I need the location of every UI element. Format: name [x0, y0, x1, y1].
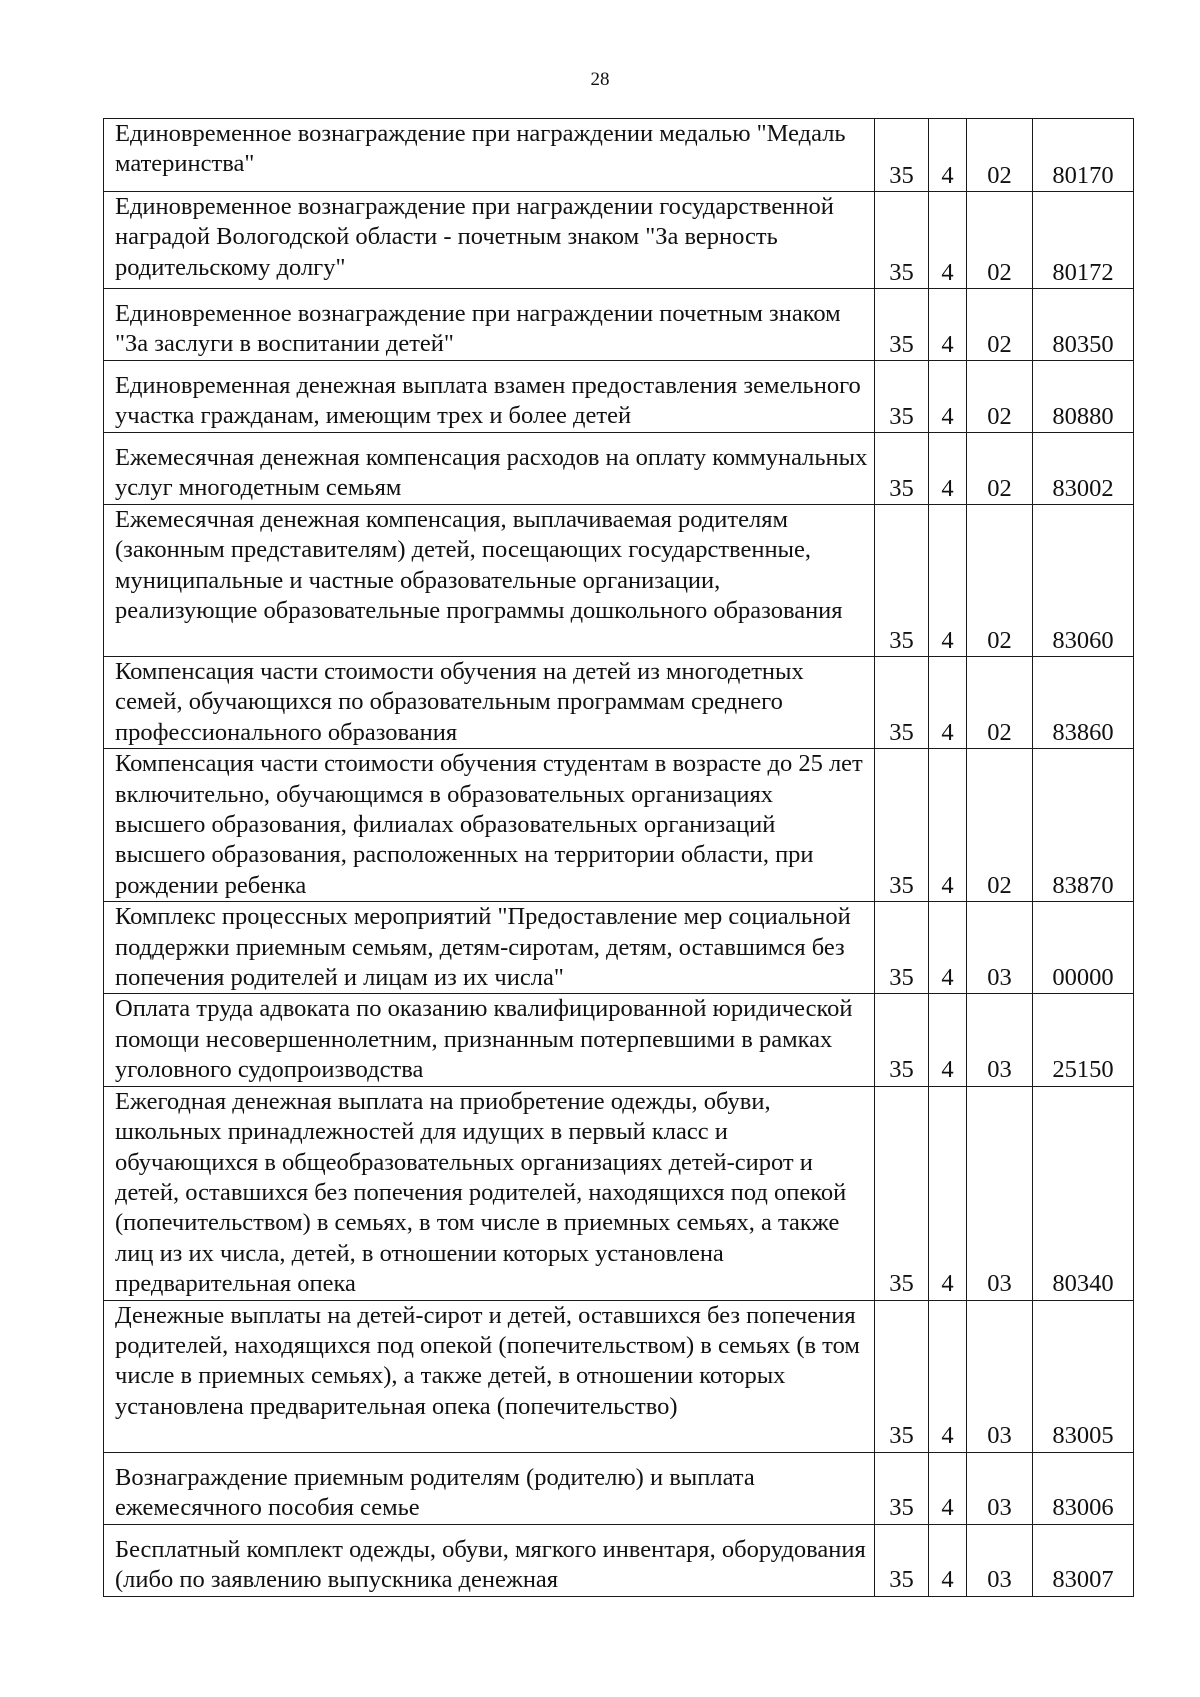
subprogram-code: 4 [929, 1452, 967, 1524]
table-row [104, 1086, 1134, 1300]
event-code: 02 [967, 192, 1033, 289]
subprogram-code: 4 [929, 1300, 967, 1452]
row-name: Ежемесячная денежная компенсация расходов на оплату коммунальных услуг многодетным семьям [104, 433, 875, 505]
budget-classification-table [103, 118, 1134, 1597]
row-name: Ежегодная денежная выплата на приобретение одежды, обуви, школьных принадлежностей для идущих в первый класс и обучающихся в общеобразовательных организациях детей-сирот и детей, оставшихся без попечения родителей, находящихся под опекой (попечительством) в семьях, в том числе в приемных семьях, а также лиц из их числа, детей, в отношении которых установлена предварительная опека [104, 1086, 875, 1300]
direction-code: 83006 [1033, 1452, 1134, 1524]
event-code: 02 [967, 119, 1033, 192]
table-row [104, 192, 1134, 289]
subprogram-code: 4 [929, 657, 967, 749]
program-code: 35 [875, 1524, 929, 1596]
direction-code: 83002 [1033, 433, 1134, 505]
row-name: Бесплатный комплект одежды, обуви, мягкого инвентаря, оборудования (либо по заявлению выпускника денежная [104, 1524, 875, 1596]
row-name: Оплата труда адвоката по оказанию квалифицированной юридической помощи несовершеннолетним, признанным потерпевшими в рамках уголовного судопроизводства [104, 994, 875, 1086]
table-row [104, 994, 1134, 1086]
direction-code: 80172 [1033, 192, 1134, 289]
direction-code: 80340 [1033, 1086, 1134, 1300]
event-code: 02 [967, 361, 1033, 433]
subprogram-code: 4 [929, 119, 967, 192]
event-code: 03 [967, 902, 1033, 994]
subprogram-code: 4 [929, 902, 967, 994]
row-name: Единовременная денежная выплата взамен предоставления земельного участка гражданам, имеющим трех и более детей [104, 361, 875, 433]
row-name: Компенсация части стоимости обучения на детей из многодетных семей, обучающихся по образовательным программам среднего профессионального образования [104, 657, 875, 749]
event-code: 02 [967, 289, 1033, 361]
row-name: Комплекс процессных мероприятий "Предоставление мер социальной поддержки приемным семьям, детям-сиротам, детям, оставшимся без попечения родителей и лицам из их числа" [104, 902, 875, 994]
table-row [104, 1524, 1134, 1596]
direction-code: 00000 [1033, 902, 1134, 994]
direction-code: 83860 [1033, 657, 1134, 749]
subprogram-code: 4 [929, 361, 967, 433]
event-code: 03 [967, 994, 1033, 1086]
subprogram-code: 4 [929, 749, 967, 902]
program-code: 35 [875, 361, 929, 433]
table-row [104, 505, 1134, 657]
program-code: 35 [875, 1086, 929, 1300]
event-code: 03 [967, 1452, 1033, 1524]
table-body [104, 119, 1134, 1597]
event-code: 02 [967, 657, 1033, 749]
table-row [104, 289, 1134, 361]
program-code: 35 [875, 289, 929, 361]
row-name: Единовременное вознаграждение при награждении медалью "Медаль материнства" [104, 119, 875, 192]
row-name: Единовременное вознаграждение при награждении почетным знаком "За заслуги в воспитании детей" [104, 289, 875, 361]
event-code: 03 [967, 1524, 1033, 1596]
row-name: Единовременное вознаграждение при награждении государственной наградой Вологодской области - почетным знаком "За верность родительскому долгу" [104, 192, 875, 289]
program-code: 35 [875, 657, 929, 749]
event-code: 02 [967, 433, 1033, 505]
table-row [104, 902, 1134, 994]
direction-code: 80880 [1033, 361, 1134, 433]
direction-code: 83060 [1033, 505, 1134, 657]
program-code: 35 [875, 1300, 929, 1452]
program-code: 35 [875, 505, 929, 657]
subprogram-code: 4 [929, 433, 967, 505]
subprogram-code: 4 [929, 505, 967, 657]
table-row [104, 433, 1134, 505]
row-name: Денежные выплаты на детей-сирот и детей, оставшихся без попечения родителей, находящихся под опекой (попечительством) в семьях (в том числе в приемных семьях), а также детей, в отношении которых установлена предварительная опека (попечительство) [104, 1300, 875, 1452]
table-row [104, 361, 1134, 433]
table-row [104, 749, 1134, 902]
event-code: 03 [967, 1086, 1033, 1300]
program-code: 35 [875, 119, 929, 192]
table-row [104, 1300, 1134, 1452]
program-code: 35 [875, 994, 929, 1086]
program-code: 35 [875, 1452, 929, 1524]
subprogram-code: 4 [929, 289, 967, 361]
subprogram-code: 4 [929, 1086, 967, 1300]
direction-code: 83005 [1033, 1300, 1134, 1452]
program-code: 35 [875, 433, 929, 505]
table-row [104, 1452, 1134, 1524]
program-code: 35 [875, 192, 929, 289]
direction-code: 80350 [1033, 289, 1134, 361]
direction-code: 83870 [1033, 749, 1134, 902]
event-code: 03 [967, 1300, 1033, 1452]
subprogram-code: 4 [929, 1524, 967, 1596]
event-code: 02 [967, 749, 1033, 902]
direction-code: 25150 [1033, 994, 1134, 1086]
row-name: Вознаграждение приемным родителям (родителю) и выплата ежемесячного пособия семье [104, 1452, 875, 1524]
row-name: Ежемесячная денежная компенсация, выплачиваемая родителям (законным представителям) детей, посещающих государственные, муниципальные и частные образовательные организации, реализующие образовательные программы дошкольного образования [104, 505, 875, 657]
program-code: 35 [875, 902, 929, 994]
event-code: 02 [967, 505, 1033, 657]
subprogram-code: 4 [929, 192, 967, 289]
page-number: 28 [590, 69, 610, 90]
row-name: Компенсация части стоимости обучения студентам в возрасте до 25 лет включительно, обучающимся в образовательных организациях высшего образования, филиалах образовательных организаций высшего образования, расположенных на территории области, при рождении ребенка [104, 749, 875, 902]
direction-code: 80170 [1033, 119, 1134, 192]
direction-code: 83007 [1033, 1524, 1134, 1596]
program-code: 35 [875, 749, 929, 902]
subprogram-code: 4 [929, 994, 967, 1086]
table-row [104, 657, 1134, 749]
table-row [104, 119, 1134, 192]
